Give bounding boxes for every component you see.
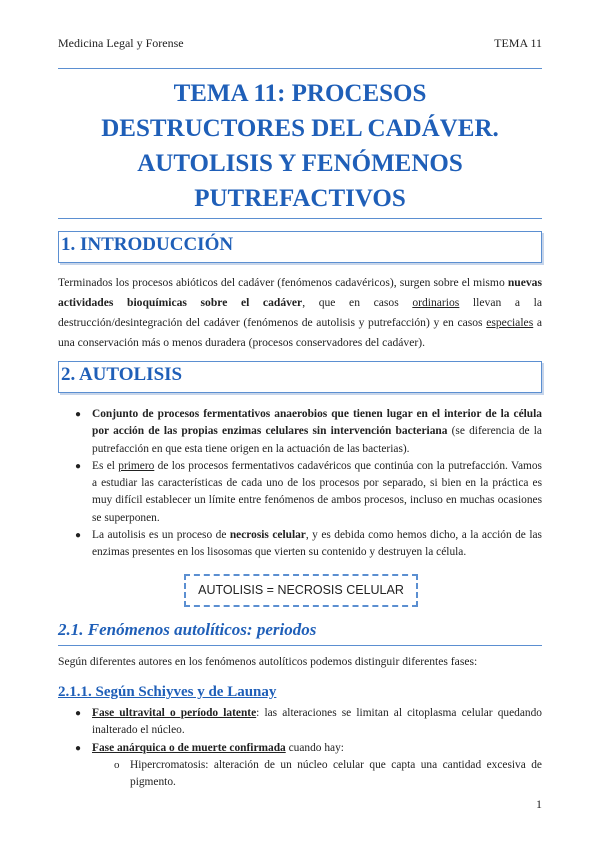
list-item (58, 705, 542, 740)
text: Terminados los procesos abióticos del cadáver (fenómenos cadavéricos), surgen sobre el mismo (58, 276, 508, 289)
bullet-icon: ● (75, 708, 82, 719)
bold-text: Fase ultravital o período latente (92, 707, 257, 719)
text: Hipercromatosis: alteración de un núcleo celular que capta una cantidad excesiva de pigmento. (130, 758, 542, 789)
underlined-text: especiales (486, 316, 534, 329)
autolisis-bullet-list (58, 406, 542, 562)
text: de los procesos fermentativos cadavéricos que continúa con la putrefacción. Vamos a estudiar las características de cada uno de los procesos por separado, si bien en la práctica es muy difícil establecer un límite entre fenómenos de ambos procesos, incluso en muchas ocasiones se superponen. (92, 459, 542, 524)
text: cuando hay: (285, 741, 344, 754)
list-item (58, 740, 542, 757)
underlined-text: primero (118, 459, 155, 472)
title-rule (58, 218, 542, 219)
list-item (58, 458, 542, 527)
text: llevan a la destrucción/desintegración del cadáver (fenómenos de autolisis y putrefacción) y en casos (58, 296, 542, 329)
text: Es el (92, 459, 119, 472)
text: : las alteraciones se limitan al citoplasma celular quedando inalterado el núcleo. (92, 707, 542, 737)
underlined-text: ordinarios (412, 296, 460, 309)
subsection-heading: 2.1. Fenómenos autolíticos: periodos (58, 620, 317, 639)
bullet-icon: ● (75, 530, 82, 542)
title-line: TEMA 11: PROCESOS (173, 80, 427, 107)
title-line: PUTREFACTIVOS (194, 185, 406, 212)
phases-list (58, 705, 542, 791)
section-autolisis (58, 361, 542, 393)
bullet-icon: ● (75, 409, 82, 420)
text: (se diferencia de la putrefacción en que esta tiene origen en la actuación de las bacterias). (92, 425, 542, 455)
subsection-rule (58, 645, 542, 646)
list-item (58, 527, 542, 562)
list-item (58, 757, 542, 792)
list-item (58, 406, 542, 458)
bold-text: Conjunto de procesos fermentativos anaerobios que tienen lugar en el interior de la célula por acción de las propias enzimas celulares sin intervención bacteriana (92, 408, 542, 438)
title-line: DESTRUCTORES DEL CADÁVER. (101, 115, 499, 142)
bold-text: nuevas actividades bioquímicas sobre el cadáver (58, 276, 542, 309)
circle-bullet-icon: o (114, 758, 120, 771)
header-topic: TEMA 11 (494, 36, 542, 50)
section-heading: 1. INTRODUCCIÓN (61, 234, 234, 255)
intro-paragraph (58, 273, 542, 353)
section-heading: 2. AUTOLISIS (61, 364, 183, 385)
formula-box: AUTOLISIS = NECROSIS CELULAR (184, 574, 418, 607)
bold-text: Fase anárquica o de muerte confirmada (92, 741, 286, 754)
page-number: 1 (536, 797, 542, 811)
header-subject: Medicina Legal y Forense (58, 36, 184, 50)
subsubsection-heading: 2.1.1. Según Schiyves y de Launay (58, 684, 277, 700)
text: La autolisis es un proceso de (92, 529, 230, 542)
bullet-icon: ● (75, 460, 82, 472)
bold-text: necrosis celular (229, 529, 306, 542)
title-line: AUTOLISIS Y FENÓMENOS (137, 150, 463, 177)
subsection-intro: Según diferentes autores en los fenómenos autolíticos podemos distinguir diferentes fases: (58, 655, 478, 668)
page-title (58, 76, 542, 216)
text: , que en casos (302, 296, 413, 309)
text: , y es debida como hemos dicho, a la acción de las enzimas presentes en los lisosomas que vierten su contenido y destruyen la célula. (92, 529, 542, 559)
text: a una conservación más o menos duradera (procesos conservadores del cadáver). (58, 316, 542, 349)
header-rule (58, 68, 542, 69)
bullet-icon: ● (75, 742, 82, 754)
section-introduccion (58, 231, 542, 263)
